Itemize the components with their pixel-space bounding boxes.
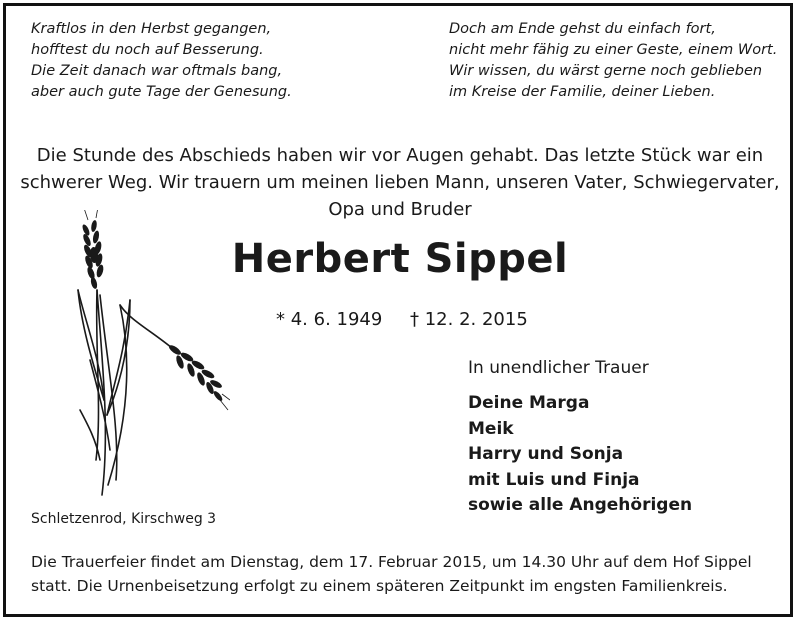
poem-right [449, 19, 777, 103]
funeral-line: statt. Die Urnenbeisetzung erfolgt zu einem späteren Zeitpunkt im engsten Familienkreis. [31, 577, 728, 595]
poem-line: hofftest du noch auf Besserung. [31, 42, 264, 58]
family-member: Meik [468, 418, 514, 439]
address: Schletzenrod, Kirschweg 3 [31, 511, 217, 527]
family-member: Deine Marga [468, 393, 590, 413]
funeral-line: Die Trauerfeier findet am Dienstag, dem 17. Februar 2015, um 14.30 Uhr auf dem Hof Sippel [31, 553, 752, 571]
intro-line: Die Stunde des Abschieds haben wir vor Augen gehabt. Das letzte Stück war ein [36, 145, 764, 166]
deceased-name: Herbert Sippel [231, 236, 569, 282]
poem-line: Wir wissen, du wärst gerne noch geblieben [449, 63, 763, 79]
poem-line: im Kreise der Familie, deiner Lieben. [449, 84, 716, 100]
poem-line: Die Zeit danach war oftmals bang, [31, 63, 283, 79]
family-member: sowie alle Angehörigen [468, 495, 693, 515]
intro-line: schwerer Weg. Wir trauern um meinen lieben Mann, unseren Vater, Schwiegervater, [20, 172, 780, 193]
funeral-notice [31, 550, 771, 598]
family-signatures [468, 391, 692, 519]
mourning-line: In unendlicher Trauer [468, 358, 649, 378]
poem-line: aber auch gute Tage der Genesung. [31, 84, 292, 100]
birth-date: * 4. 6. 1949 [276, 309, 383, 330]
poem-line: nicht mehr fähig zu einer Geste, einem Wort. [449, 42, 778, 58]
poem-left [31, 19, 292, 103]
poem-line: Doch am Ende gehst du einfach fort, [449, 21, 716, 37]
family-member: Harry und Sonja [468, 444, 624, 464]
intro-line: Opa und Bruder [328, 199, 472, 220]
death-date: † 12. 2. 2015 [410, 309, 528, 330]
poem-line: Kraftlos in den Herbst gegangen, [31, 21, 272, 37]
family-member: mit Luis und Finja [468, 469, 640, 490]
